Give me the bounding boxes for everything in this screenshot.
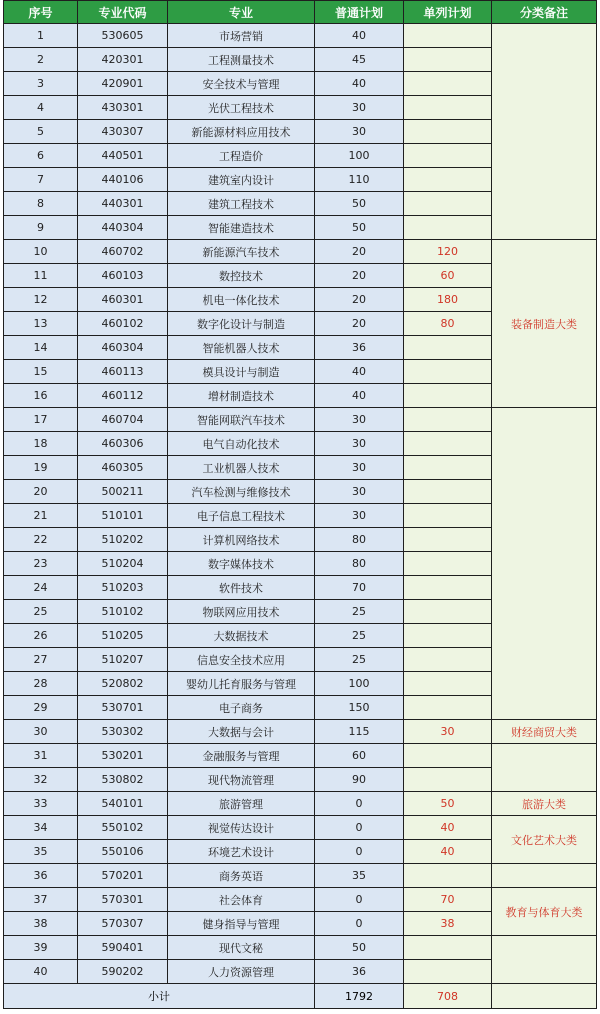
row-code: 440501 [78,144,168,168]
row-separate-plan: 70 [404,888,492,912]
row-separate-plan [404,216,492,240]
row-separate-plan [404,360,492,384]
row-code: 530201 [78,744,168,768]
row-regular-plan: 25 [315,648,404,672]
row-regular-plan: 70 [315,576,404,600]
row-regular-plan: 30 [315,504,404,528]
row-regular-plan: 110 [315,168,404,192]
row-major: 机电一体化技术 [168,288,315,312]
row-regular-plan: 30 [315,120,404,144]
row-index: 8 [4,192,78,216]
row-separate-plan: 40 [404,840,492,864]
row-separate-plan [404,72,492,96]
row-separate-plan [404,120,492,144]
row-index: 7 [4,168,78,192]
row-separate-plan: 30 [404,720,492,744]
row-index: 16 [4,384,78,408]
row-separate-plan [404,456,492,480]
row-code: 500211 [78,480,168,504]
table-row [4,24,597,48]
row-index: 20 [4,480,78,504]
row-major: 现代物流管理 [168,768,315,792]
row-code: 460112 [78,384,168,408]
row-index: 29 [4,696,78,720]
row-code: 510102 [78,600,168,624]
row-index: 9 [4,216,78,240]
row-index: 35 [4,840,78,864]
row-major: 信息安全技术应用 [168,648,315,672]
row-major: 智能建造技术 [168,216,315,240]
row-separate-plan [404,744,492,768]
row-regular-plan: 0 [315,888,404,912]
row-regular-plan: 35 [315,864,404,888]
row-code: 590202 [78,960,168,984]
row-regular-plan: 20 [315,288,404,312]
row-regular-plan: 50 [315,936,404,960]
table-body [4,24,597,984]
table-row [4,240,597,264]
row-regular-plan: 50 [315,216,404,240]
row-regular-plan: 30 [315,408,404,432]
row-major: 数字媒体技术 [168,552,315,576]
row-code: 430307 [78,120,168,144]
row-separate-plan [404,504,492,528]
row-major: 光伏工程技术 [168,96,315,120]
row-separate-plan: 60 [404,264,492,288]
category-note: 文化艺术大类 [492,816,597,864]
row-regular-plan: 115 [315,720,404,744]
row-separate-plan [404,168,492,192]
row-code: 460301 [78,288,168,312]
category-note [492,24,597,240]
row-regular-plan: 0 [315,792,404,816]
row-separate-plan [404,528,492,552]
row-index: 38 [4,912,78,936]
row-code: 510202 [78,528,168,552]
row-regular-plan: 60 [315,744,404,768]
row-code: 530802 [78,768,168,792]
row-index: 13 [4,312,78,336]
row-regular-plan: 40 [315,360,404,384]
category-note: 旅游大类 [492,792,597,816]
row-separate-plan [404,408,492,432]
row-separate-plan [404,384,492,408]
row-major: 建筑室内设计 [168,168,315,192]
row-major: 电气自动化技术 [168,432,315,456]
row-major: 大数据与会计 [168,720,315,744]
row-index: 23 [4,552,78,576]
row-code: 510207 [78,648,168,672]
row-separate-plan [404,696,492,720]
row-major: 工程造价 [168,144,315,168]
row-index: 22 [4,528,78,552]
row-index: 15 [4,360,78,384]
row-code: 460113 [78,360,168,384]
row-code: 440301 [78,192,168,216]
header-major: 专业 [168,1,315,24]
subtotal-row [4,984,597,1009]
row-separate-plan [404,336,492,360]
row-regular-plan: 30 [315,480,404,504]
row-separate-plan [404,624,492,648]
row-regular-plan: 20 [315,240,404,264]
row-index: 11 [4,264,78,288]
row-major: 工程测量技术 [168,48,315,72]
row-separate-plan [404,432,492,456]
row-regular-plan: 30 [315,456,404,480]
table-row [4,888,597,912]
row-index: 32 [4,768,78,792]
row-regular-plan: 40 [315,24,404,48]
row-regular-plan: 0 [315,912,404,936]
row-regular-plan: 45 [315,48,404,72]
row-separate-plan [404,552,492,576]
row-regular-plan: 150 [315,696,404,720]
category-note: 教育与体育大类 [492,888,597,936]
row-major: 视觉传达设计 [168,816,315,840]
row-separate-plan [404,96,492,120]
row-separate-plan [404,768,492,792]
row-code: 530302 [78,720,168,744]
table-row [4,744,597,768]
row-major: 电子信息工程技术 [168,504,315,528]
row-major: 软件技术 [168,576,315,600]
row-code: 460305 [78,456,168,480]
row-code: 510101 [78,504,168,528]
row-separate-plan: 80 [404,312,492,336]
row-regular-plan: 50 [315,192,404,216]
row-code: 570201 [78,864,168,888]
table-row [4,408,597,432]
row-major: 现代文秘 [168,936,315,960]
row-code: 420301 [78,48,168,72]
row-separate-plan [404,576,492,600]
row-separate-plan [404,672,492,696]
row-code: 570301 [78,888,168,912]
row-index: 31 [4,744,78,768]
row-index: 14 [4,336,78,360]
row-code: 510203 [78,576,168,600]
row-regular-plan: 40 [315,72,404,96]
row-index: 19 [4,456,78,480]
row-major: 数控技术 [168,264,315,288]
row-index: 18 [4,432,78,456]
row-regular-plan: 0 [315,840,404,864]
subtotal-note [492,984,597,1009]
category-note [492,864,597,888]
row-separate-plan [404,24,492,48]
row-code: 540101 [78,792,168,816]
row-major: 金融服务与管理 [168,744,315,768]
row-separate-plan [404,48,492,72]
row-major: 商务英语 [168,864,315,888]
row-index: 24 [4,576,78,600]
enrollment-plan-table [3,0,597,1009]
header-code: 专业代码 [78,1,168,24]
row-code: 460304 [78,336,168,360]
row-regular-plan: 30 [315,96,404,120]
row-regular-plan: 100 [315,144,404,168]
row-code: 430301 [78,96,168,120]
row-separate-plan: 180 [404,288,492,312]
row-major: 电子商务 [168,696,315,720]
table-row [4,864,597,888]
row-major: 人力资源管理 [168,960,315,984]
row-code: 460102 [78,312,168,336]
row-separate-plan: 50 [404,792,492,816]
table-row [4,792,597,816]
row-major: 婴幼儿托育服务与管理 [168,672,315,696]
row-index: 5 [4,120,78,144]
row-major: 环境艺术设计 [168,840,315,864]
row-separate-plan [404,600,492,624]
row-code: 530605 [78,24,168,48]
category-note [492,408,597,720]
row-separate-plan [404,144,492,168]
row-index: 36 [4,864,78,888]
table-row [4,936,597,960]
row-index: 27 [4,648,78,672]
row-index: 28 [4,672,78,696]
row-index: 39 [4,936,78,960]
category-note [492,744,597,792]
row-separate-plan [404,192,492,216]
row-regular-plan: 25 [315,600,404,624]
row-major: 旅游管理 [168,792,315,816]
row-major: 工业机器人技术 [168,456,315,480]
row-code: 420901 [78,72,168,96]
row-major: 智能网联汽车技术 [168,408,315,432]
row-index: 34 [4,816,78,840]
row-separate-plan: 120 [404,240,492,264]
row-index: 12 [4,288,78,312]
row-regular-plan: 40 [315,384,404,408]
row-code: 440304 [78,216,168,240]
row-code: 550106 [78,840,168,864]
row-index: 25 [4,600,78,624]
row-regular-plan: 30 [315,432,404,456]
row-major: 市场营销 [168,24,315,48]
row-separate-plan [404,648,492,672]
row-code: 510205 [78,624,168,648]
subtotal-regular-plan: 1792 [315,984,404,1009]
row-separate-plan: 40 [404,816,492,840]
row-major: 增材制造技术 [168,384,315,408]
row-index: 37 [4,888,78,912]
table-row [4,720,597,744]
row-index: 40 [4,960,78,984]
row-code: 570307 [78,912,168,936]
subtotal-label: 小计 [4,984,315,1009]
row-code: 460704 [78,408,168,432]
row-regular-plan: 80 [315,528,404,552]
row-code: 550102 [78,816,168,840]
row-index: 30 [4,720,78,744]
row-separate-plan [404,960,492,984]
header-separate-plan: 单列计划 [404,1,492,24]
row-regular-plan: 25 [315,624,404,648]
row-separate-plan [404,480,492,504]
row-code: 520802 [78,672,168,696]
row-code: 460702 [78,240,168,264]
row-regular-plan: 36 [315,336,404,360]
row-regular-plan: 20 [315,312,404,336]
header-category-note: 分类备注 [492,1,597,24]
subtotal-separate-plan: 708 [404,984,492,1009]
row-major: 物联网应用技术 [168,600,315,624]
row-index: 4 [4,96,78,120]
category-note: 装备制造大类 [492,240,597,408]
row-regular-plan: 100 [315,672,404,696]
row-separate-plan [404,936,492,960]
row-major: 数字化设计与制造 [168,312,315,336]
header-row [4,1,597,24]
row-code: 510204 [78,552,168,576]
row-index: 17 [4,408,78,432]
row-regular-plan: 0 [315,816,404,840]
row-regular-plan: 90 [315,768,404,792]
row-index: 33 [4,792,78,816]
row-index: 1 [4,24,78,48]
row-major: 建筑工程技术 [168,192,315,216]
row-separate-plan: 38 [404,912,492,936]
row-index: 3 [4,72,78,96]
category-note: 财经商贸大类 [492,720,597,744]
row-major: 计算机网络技术 [168,528,315,552]
row-code: 460306 [78,432,168,456]
header-regular-plan: 普通计划 [315,1,404,24]
row-index: 2 [4,48,78,72]
row-regular-plan: 80 [315,552,404,576]
row-index: 10 [4,240,78,264]
row-code: 530701 [78,696,168,720]
row-index: 26 [4,624,78,648]
category-note [492,936,597,984]
row-major: 新能源汽车技术 [168,240,315,264]
row-major: 社会体育 [168,888,315,912]
row-major: 智能机器人技术 [168,336,315,360]
row-index: 21 [4,504,78,528]
row-index: 6 [4,144,78,168]
row-code: 440106 [78,168,168,192]
row-regular-plan: 20 [315,264,404,288]
table-row [4,816,597,840]
row-major: 汽车检测与维修技术 [168,480,315,504]
row-major: 安全技术与管理 [168,72,315,96]
row-major: 健身指导与管理 [168,912,315,936]
row-major: 大数据技术 [168,624,315,648]
row-major: 模具设计与制造 [168,360,315,384]
row-code: 460103 [78,264,168,288]
header-index: 序号 [4,1,78,24]
row-code: 590401 [78,936,168,960]
row-major: 新能源材料应用技术 [168,120,315,144]
row-regular-plan: 36 [315,960,404,984]
row-separate-plan [404,864,492,888]
